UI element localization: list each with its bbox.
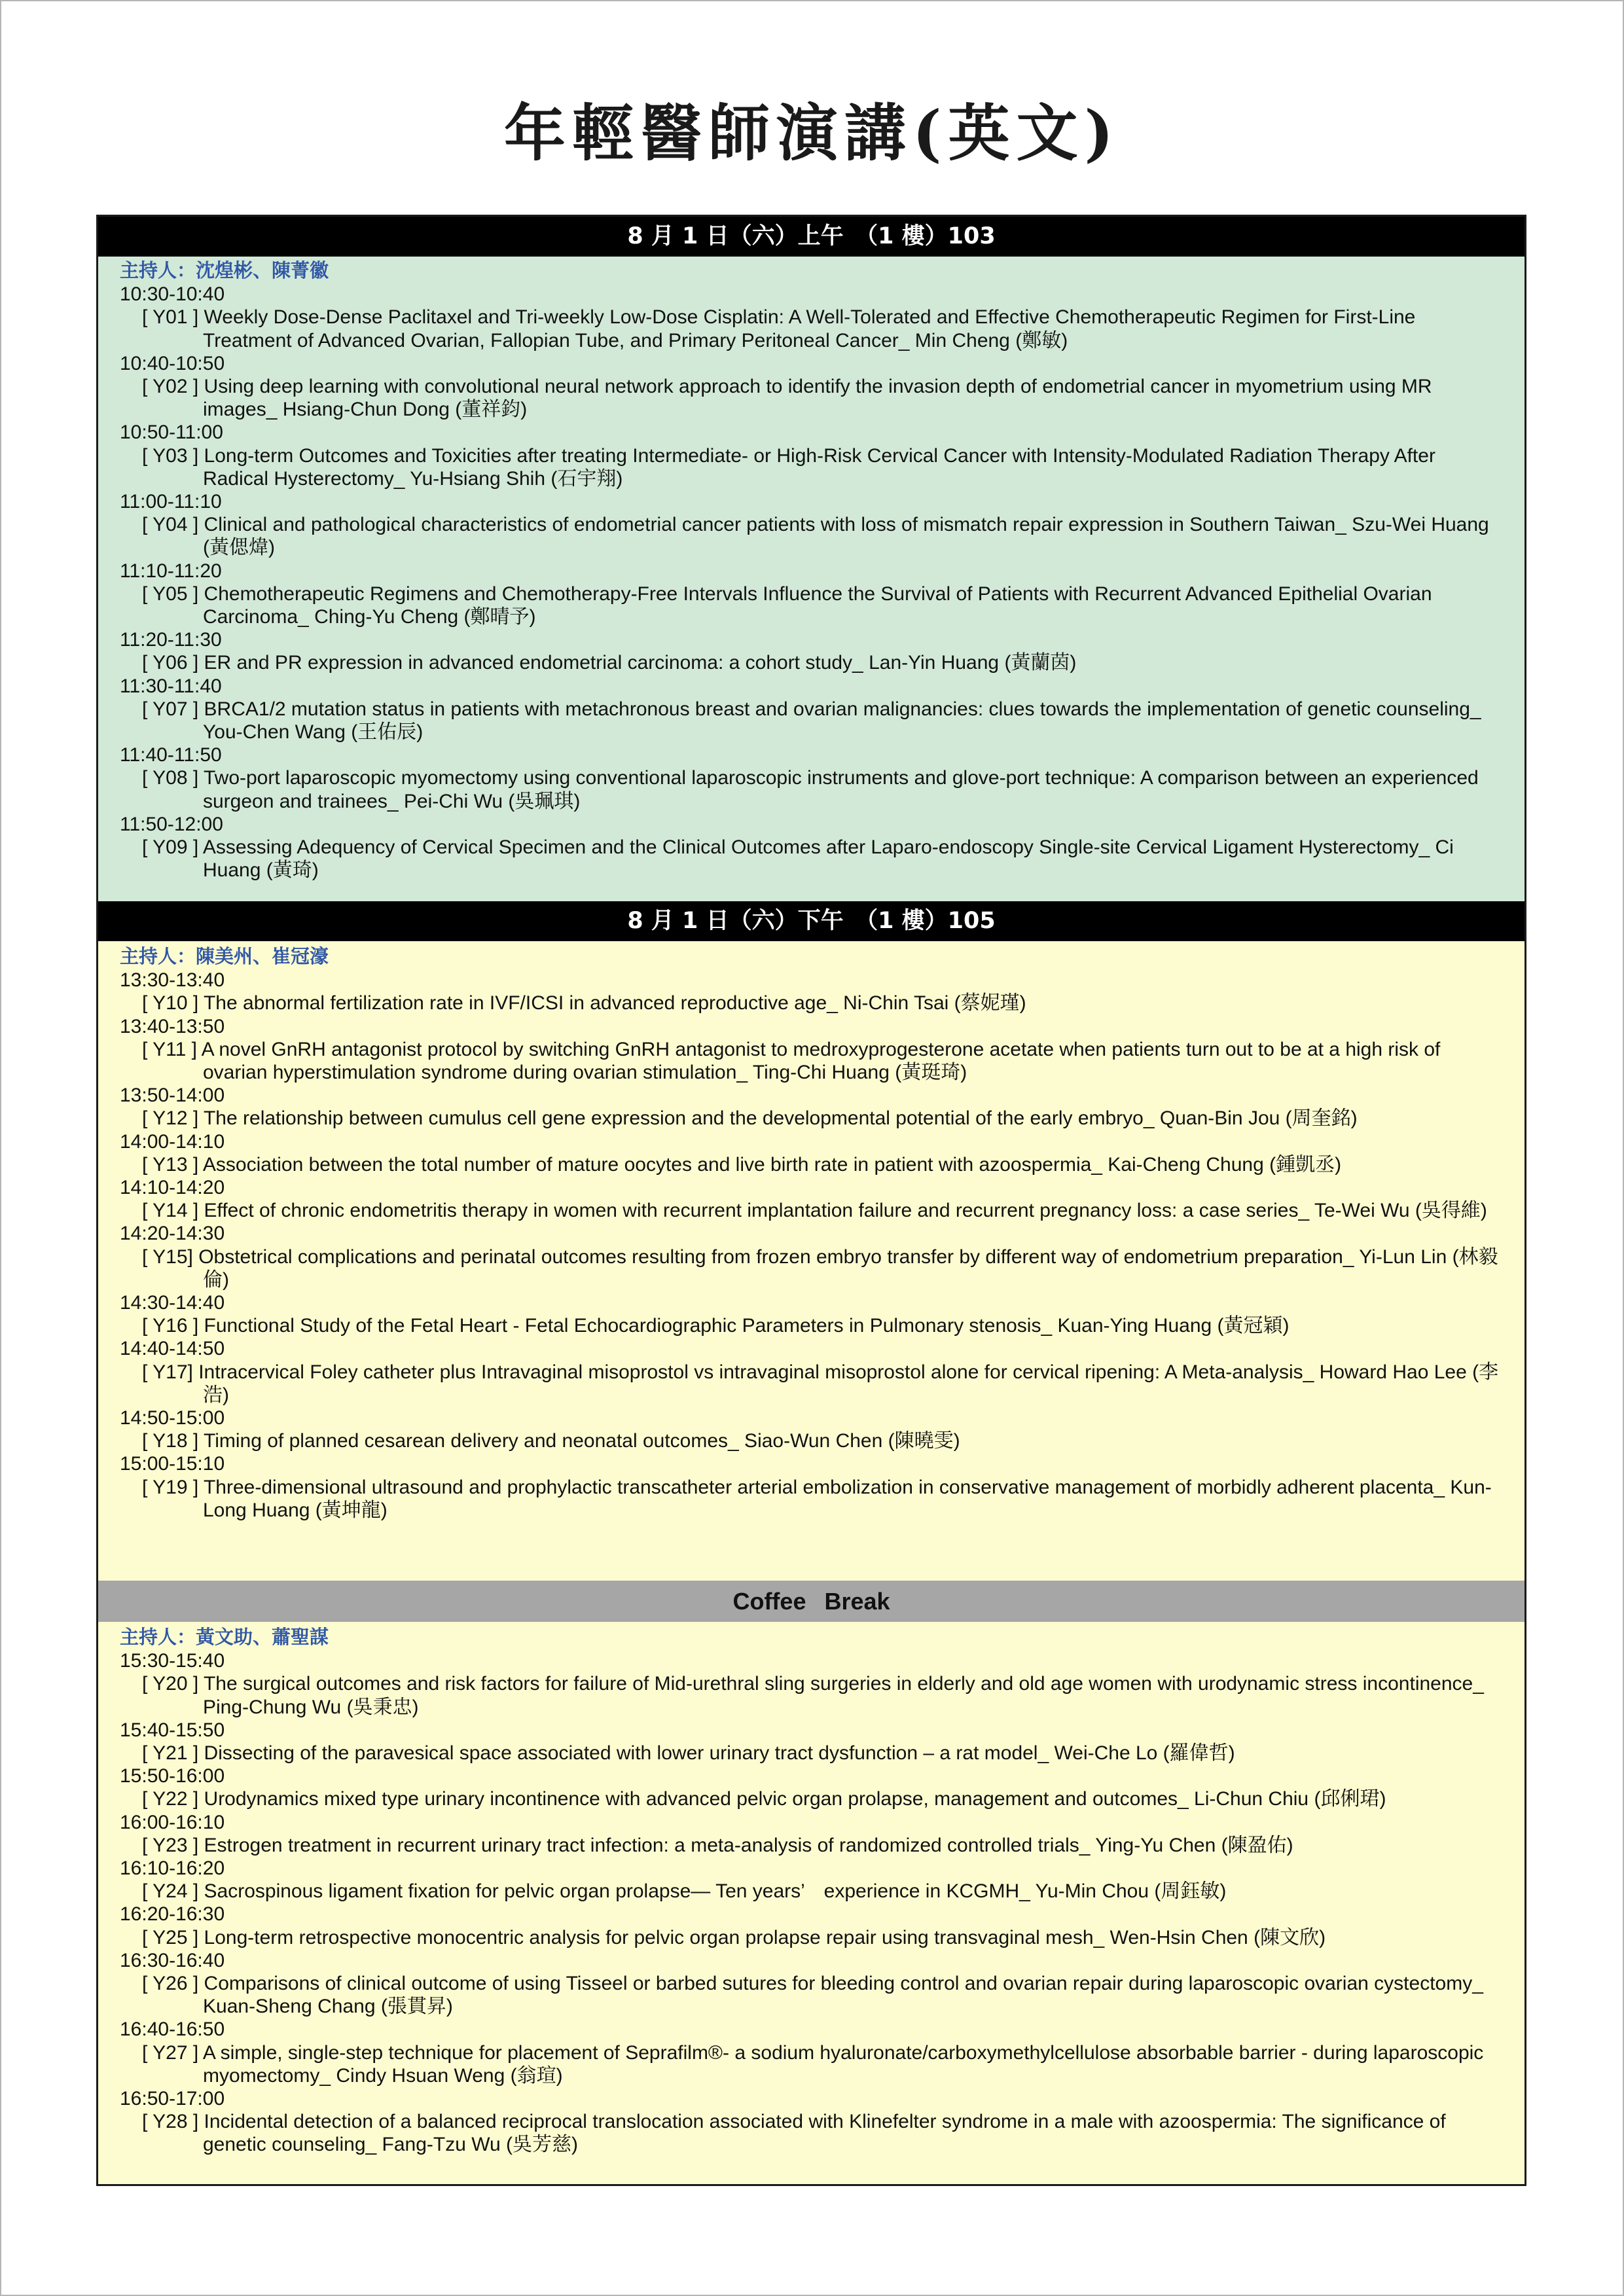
talk-time: 14:50-15:00 [120,1407,225,1429]
talk-item [120,1476,1505,1522]
talk-title: BRCA1/2 mutation status in patients with metachronous breast and ovarian malignancies: clues towards the implementation of genetic counseling_ You-Chen Wang (王佑辰) [203,698,1481,744]
talk-code: [ Y24 ] [142,1880,199,1903]
talk-time: 14:10-14:20 [120,1177,225,1199]
session-chair: 主持人：陳美州、崔冠濠 [120,946,329,967]
talk-time: 10:40-10:50 [120,352,225,374]
talk-title: Functional Study of the Fetal Heart - Fetal Echocardiographic Parameters in Pulmonary stenosis_ Kuan-Ying Huang (黃冠穎) [204,1315,1290,1337]
talk-item [120,1107,1505,1130]
talk-item [120,444,1505,490]
talk-code: [ Y22 ] [142,1788,199,1810]
talk-code: [ Y11 ] [142,1038,197,1060]
talk-time: 11:30-11:40 [120,675,222,697]
talk-title: Assessing Adequency of Cervical Specimen and the Clinical Outcomes after Laparo-endoscopy Single-site Cervical Ligament Hysterectomy_ Ci Huang (黃琦) [202,836,1454,882]
talk-title: The abnormal fertilization rate in IVF/ICSI in advanced reproductive age_ Ni-Chin Tsai (蔡妮瑾) [203,992,1026,1014]
talk-code: [ Y28 ] [142,2111,199,2133]
talk-time: 13:30-13:40 [120,969,225,992]
talk-item [120,1926,1505,1949]
talk-time: 11:40-11:50 [120,744,222,766]
talk-item [120,1880,1505,1903]
talk-code: [ Y05 ] [142,583,199,605]
talk-code: [ Y14 ] [142,1200,199,1222]
morning-session-header: 8 月 1 日（六）上午 （1 樓）103 [98,217,1525,257]
talk-time: 14:40-14:50 [120,1338,225,1360]
talk-time: 16:10-16:20 [120,1857,225,1880]
talk-title: A simple, single-step technique for placement of Seprafilm®- a sodium hyaluronate/carboxymethylcellulose absorbable barrier - during laparoscopic myomectomy_ Cindy Hsuan Weng (翁瑄) [202,2041,1484,2087]
talk-item [120,513,1505,559]
talk-code: [ Y13 ] [142,1153,199,1175]
talk-title: Weekly Dose-Dense Paclitaxel and Tri-weekly Low-Dose Cisplatin: A Well-Tolerated and Effective Chemotherapeutic Regimen for First-Line Treatment of Advanced Ovarian, Fallopian Tube, and Primary Peritoneal Cancer_ Min Cheng (鄭敏) [203,306,1416,351]
talk-time: 16:50-17:00 [120,2088,225,2110]
morning-session [98,257,1525,901]
talk-code: [ Y15] [142,1246,193,1268]
talk-code: [ Y10 ] [142,992,199,1014]
talk-time: 11:20-11:30 [120,629,222,651]
talk-time: 10:30-10:40 [120,283,225,306]
coffee-break-bar [98,1581,1525,1622]
talk-code: [ Y07 ] [142,698,199,720]
talk-item [120,1787,1505,1810]
talk-code: [ Y08 ] [142,767,199,789]
talk-code: [ Y26 ] [142,1973,199,1995]
program-table [96,215,1526,2186]
talk-code: [ Y23 ] [142,1834,199,1856]
talk-time: 15:50-16:00 [120,1765,225,1787]
coffee-break-word-2: Break [824,1588,890,1615]
talk-item [120,1672,1505,1718]
talk-code: [ Y09 ] [142,836,199,859]
talk-title: Urodynamics mixed type urinary incontinence with advanced pelvic organ prolapse, management and outcomes_ Li-Chun Chiu (邱俐珺) [204,1788,1386,1810]
talk-time: 14:00-14:10 [120,1130,225,1153]
talk-code: [ Y16 ] [142,1315,199,1337]
talk-title: Effect of chronic endometritis therapy in women with recurrent implantation failure and recurrent pregnancy loss: a case series_ Te-Wei Wu (吳得維) [204,1200,1487,1222]
talk-title: A novel GnRH antagonist protocol by switching GnRH antagonist to medroxyprogesterone acetate when patients turn out to be at a high risk of ovarian hyperstimulation syndrome during ovarian stimulation_ Ting-Chi Huang (黃珽琦) [201,1038,1441,1084]
talk-item [120,1314,1505,1337]
talk-title: Two-port laparoscopic myomectomy using conventional laparoscopic instruments and glove-port technique: A comparison between an experienced surgeon and trainees_ Pei-Chi Wu (吳珮琪) [203,767,1479,812]
talk-item [120,836,1505,882]
talk-title: Long-term Outcomes and Toxicities after treating Intermediate- or High-Risk Cervical Cancer with Intensity-Modulated Radiation Therapy After Radical Hysterectomy_ Yu-Hsiang Shih (石宇翔) [203,444,1435,490]
talk-time: 10:50-11:00 [120,422,223,444]
talk-code: [ Y17] [142,1361,193,1383]
talk-time: 16:20-16:30 [120,1903,225,1926]
talk-time: 13:40-13:50 [120,1015,225,1037]
talk-title: Clinical and pathological characteristics of endometrial cancer patients with loss of mismatch repair expression in Southern Taiwan_ Szu-Wei Huang (黃偲煒) [203,514,1489,559]
talk-code: [ Y25 ] [142,1926,199,1948]
talk-item [120,2110,1505,2156]
talk-title: Estrogen treatment in recurrent urinary tract infection: a meta-analysis of randomized controlled trials_ Ying-Yu Chen (陳盈佑) [204,1834,1293,1856]
talk-time: 11:10-11:20 [120,560,222,582]
talk-item [120,1361,1505,1407]
talk-item [120,375,1505,421]
talk-item [120,1429,1505,1452]
talk-item [120,698,1505,744]
talk-time: 15:40-15:50 [120,1719,225,1741]
session-chair: 主持人：沈煌彬、陳菁徽 [120,260,329,281]
talk-item [120,766,1505,812]
talk-time: 15:30-15:40 [120,1650,225,1672]
talk-title: Chemotherapeutic Regimens and Chemotherapy-Free Intervals Influence the Survival of Patients with Recurrent Advanced Epithelial Ovarian Carcinoma_ Ching-Yu Cheng (鄭晴予) [203,583,1432,628]
talk-title: The relationship between cumulus cell gene expression and the developmental potential of the early embryo_ Quan-Bin Jou (周奎銘) [203,1107,1358,1130]
talk-time: 14:20-14:30 [120,1223,225,1245]
talk-item [120,1153,1505,1176]
talk-time: 16:30-16:40 [120,1949,225,1971]
talk-title: Long-term retrospective monocentric analysis for pelvic organ prolapse repair using transvaginal mesh_ Wen-Hsin Chen (陳文欣) [204,1926,1326,1948]
talk-title: Dissecting of the paravesical space associated with lower urinary tract dysfunction – a rat model_ Wei-Che Lo (羅偉哲) [204,1742,1235,1765]
talk-title: Association between the total number of mature oocytes and live birth rate in patient with azoospermia_ Kai-Cheng Chung (鍾凱丞) [202,1153,1342,1175]
afternoon-session [98,941,1525,1598]
talk-time: 16:40-16:50 [120,2018,225,2041]
talk-title: ER and PR expression in advanced endometrial carcinoma: a cohort study_ Lan-Yin Huang (黃蘭茵) [204,652,1077,674]
talk-title: Intracervical Foley catheter plus Intravaginal misoprostol vs intravaginal misoprostol alone for cervical ripening: A Meta-analysis_ Howard Hao Lee (李浩) [198,1361,1499,1406]
talk-title: Comparisons of clinical outcome of using Tisseel or barbed sutures for bleeding control and ovarian repair during laparoscopic ovarian cystectomy_ Kuan-Sheng Chang (張貫昇) [203,1973,1483,2018]
talk-time: 13:50-14:00 [120,1085,225,1107]
talk-title: The surgical outcomes and risk factors for failure of Mid-urethral sling surgeries in elderly and old age women with urodynamic stress incontinence_ Ping-Chung Wu (吳秉忠) [203,1673,1484,1718]
talk-item [120,1199,1505,1222]
talk-time: 14:30-14:40 [120,1292,225,1314]
talk-item [120,2041,1505,2087]
talk-title: Sacrospinous ligament fixation for pelvic organ prolapse— Ten years’ experience in KCGMH_ Yu-Min Chou (周鈺敏) [204,1880,1227,1903]
afternoon-session-header: 8 月 1 日（六）下午 （1 樓）105 [98,901,1525,941]
talk-title: Three-dimensional ultrasound and prophylactic transcatheter arterial embolization in conservative management of morbidly adherent placenta_ Kun-Long Huang (黃坤龍) [203,1476,1492,1521]
late-afternoon-session [98,1622,1525,2184]
talk-code: [ Y01 ] [142,306,199,329]
talk-title: Using deep learning with convolutional neural network approach to identify the invasion depth of endometrial cancer in myometrium using MR images_ Hsiang-Chun Dong (董祥鈞) [203,376,1432,421]
talk-code: [ Y18 ] [142,1430,199,1452]
talk-code: [ Y06 ] [142,652,199,674]
talk-item [120,651,1505,674]
talk-item [120,1834,1505,1857]
talk-title: Incidental detection of a balanced reciprocal translocation associated with Klinefelter syndrome in a male with azoospermia: The significance of genetic counseling_ Fang-Tzu Wu (吳芳慈) [203,2111,1446,2156]
session-chair: 主持人：黃文助、蕭聖謀 [120,1627,329,1648]
talk-item [120,583,1505,628]
page-title: 年輕醫師演講(英文) [504,98,1120,170]
talk-item [120,1246,1505,1291]
talk-item [120,1742,1505,1765]
talk-time: 11:00-11:10 [120,491,222,513]
talk-time: 16:00-16:10 [120,1811,225,1833]
coffee-break-word-1: Coffee [732,1588,806,1615]
talk-item [120,306,1505,351]
talk-time: 15:00-15:10 [120,1453,225,1475]
talk-code: [ Y03 ] [142,444,199,467]
talk-code: [ Y20 ] [142,1673,199,1695]
talk-code: [ Y12 ] [142,1107,199,1130]
talk-title: Timing of planned cesarean delivery and neonatal outcomes_ Siao-Wun Chen (陳曉雯) [203,1430,960,1452]
talk-item [120,1038,1505,1084]
talk-code: [ Y19 ] [142,1476,199,1498]
talk-time: 11:50-12:00 [120,813,223,835]
talk-code: [ Y27 ] [142,2041,199,2064]
talk-item [120,1972,1505,2018]
talk-code: [ Y04 ] [142,514,199,536]
talk-code: [ Y02 ] [142,376,199,398]
talk-item [120,992,1505,1014]
talk-code: [ Y21 ] [142,1742,199,1765]
talk-title: Obstetrical complications and perinatal outcomes resulting from frozen embryo transfer by different way of endometrium preparation_ Yi-Lun Lin (林毅倫) [198,1246,1498,1291]
